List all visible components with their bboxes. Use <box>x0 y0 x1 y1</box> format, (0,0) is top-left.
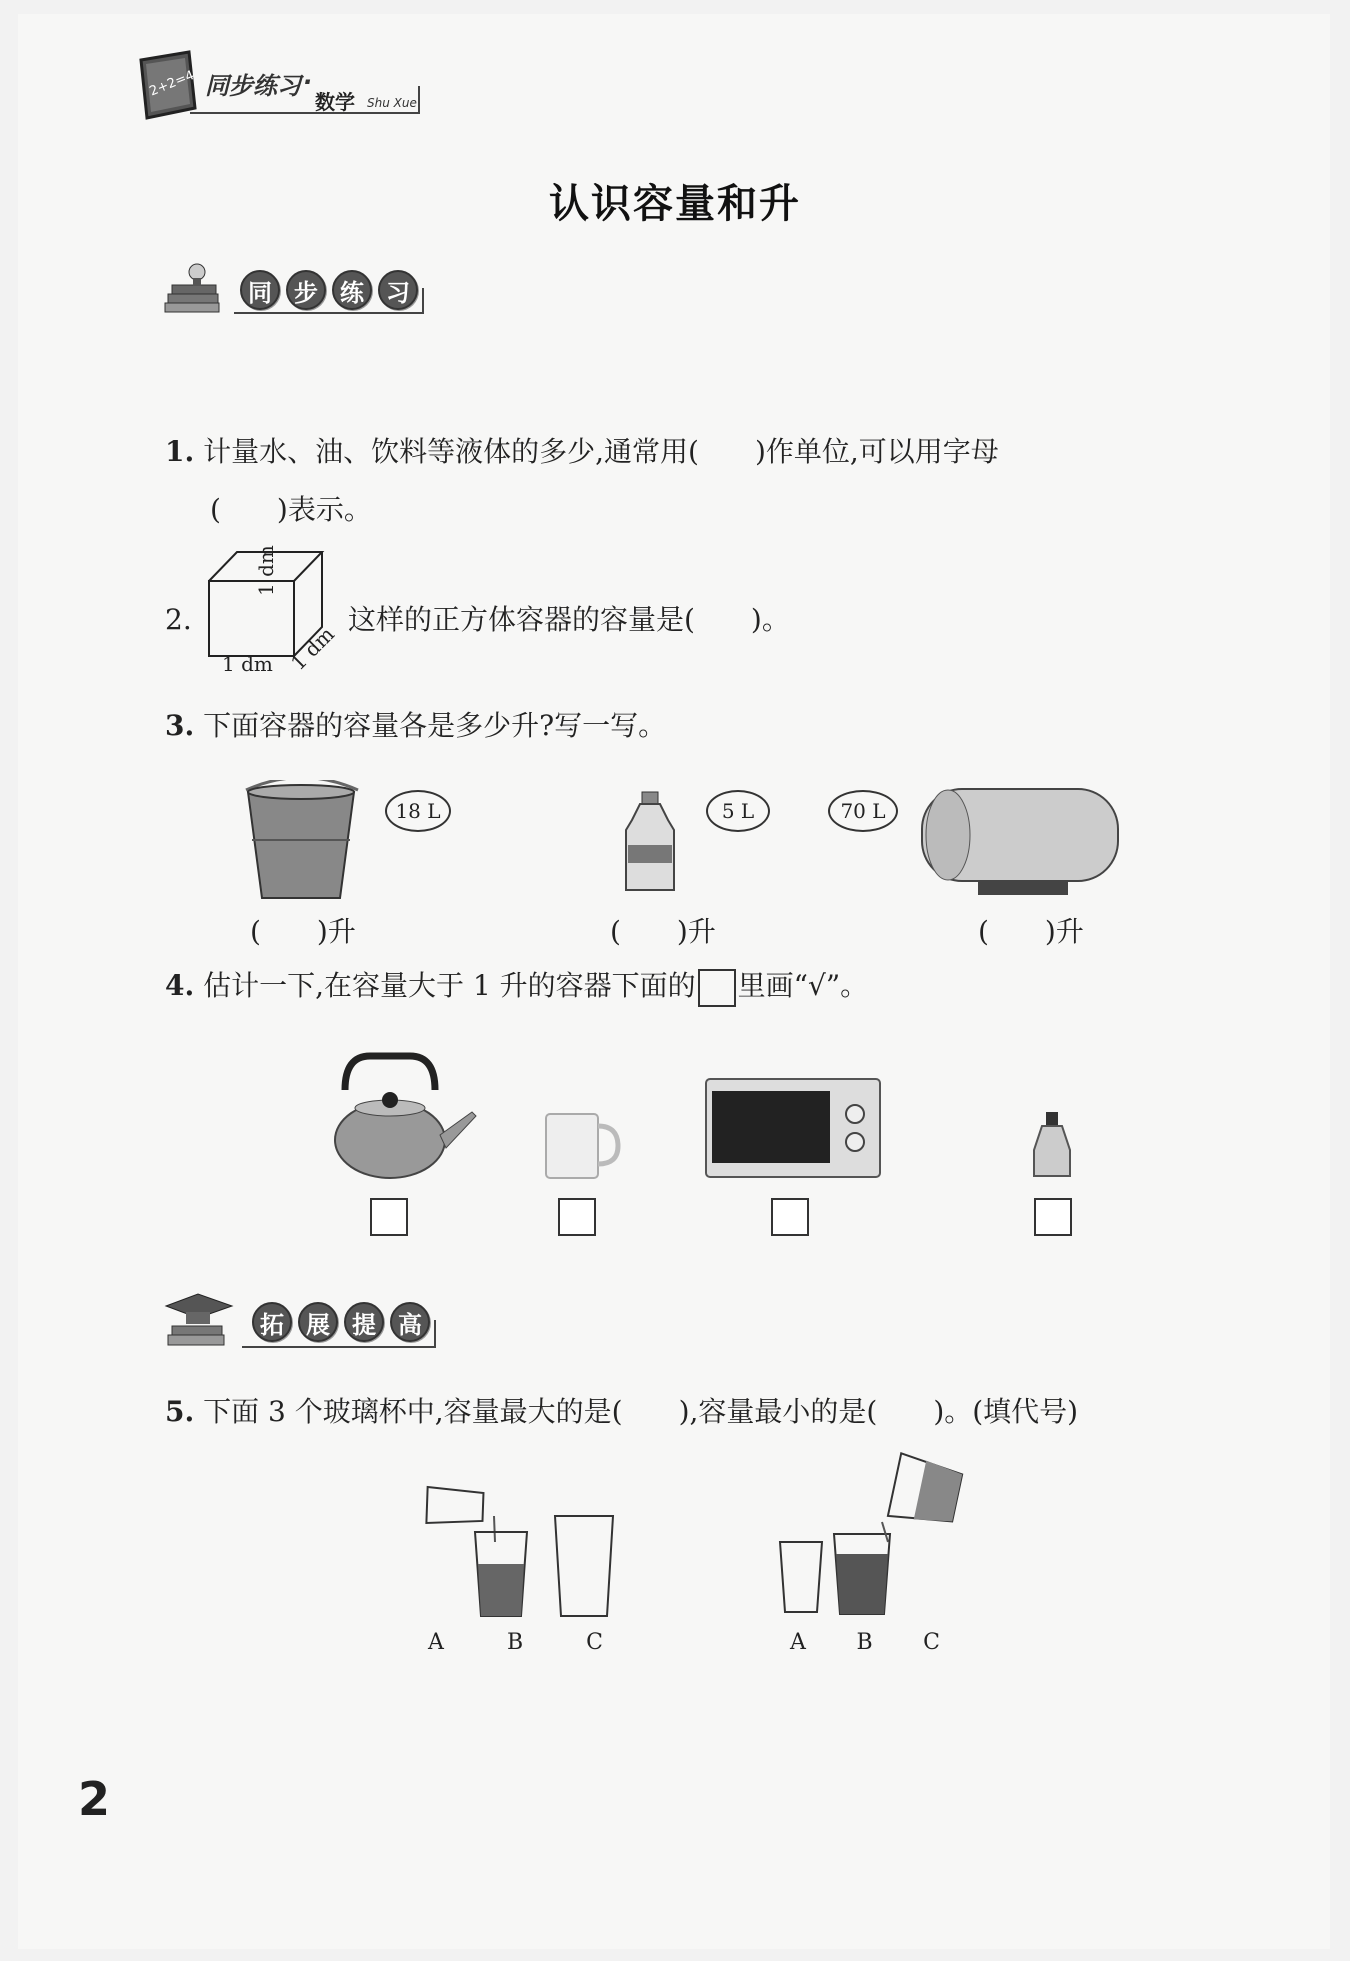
question-2-text: 这样的正方体容器的容量是( )。 <box>348 603 790 636</box>
practice-badge-1: 同 <box>240 270 280 310</box>
chalkboard-text: 2+2=4 <box>147 68 197 100</box>
group-1-label-b: B <box>506 1630 524 1655</box>
section-extension <box>162 1290 442 1354</box>
subject-pinyin: Shu Xue <box>367 96 417 110</box>
group-2-label-c: C <box>923 1630 940 1655</box>
header-rule <box>190 112 420 114</box>
header-rule-end <box>418 86 420 113</box>
heater-capacity-label: 70 L <box>840 799 886 823</box>
microwave-image <box>703 1076 883 1184</box>
microwave-checkbox[interactable] <box>771 1198 809 1236</box>
practice-badge-4: 习 <box>378 270 418 310</box>
cube-height-label: 1 dm <box>254 545 278 596</box>
question-1-line1 <box>165 432 999 472</box>
extension-badge-1: 拓 <box>252 1302 292 1342</box>
water-heater-image <box>918 785 1123 905</box>
jug-answer: ( )升 <box>610 915 716 948</box>
jug-capacity-bubble <box>706 790 770 832</box>
perfume-bottle-image <box>1030 1110 1074 1182</box>
question-2-number: 2. <box>165 603 192 636</box>
practice-badges <box>240 270 418 310</box>
perfume-checkbox[interactable] <box>1034 1198 1072 1236</box>
books-lamp-icon <box>162 260 232 320</box>
bucket-capacity-label: 18 L <box>395 799 441 823</box>
chalkboard-icon <box>135 50 197 122</box>
group-1-labels <box>428 1630 603 1655</box>
practice-rule <box>234 312 424 314</box>
question-5-line <box>165 1392 1078 1432</box>
section-practice <box>162 260 432 320</box>
bucket-capacity-bubble <box>385 790 451 832</box>
cube-width-label: 1 dm <box>222 652 273 676</box>
heater-answer: ( )升 <box>978 915 1084 948</box>
extension-badge-4: 高 <box>390 1302 430 1342</box>
question-4-line <box>165 966 868 1007</box>
question-5-text: 下面 3 个玻璃杯中,容量最大的是( ),容量最小的是( )。(填代号) <box>203 1395 1079 1428</box>
books-cap-icon <box>162 1290 236 1354</box>
practice-rule-end <box>422 288 424 313</box>
glasses-group-1 <box>415 1470 620 1630</box>
question-1-line2: ( )表示。 <box>210 493 372 526</box>
extension-rule <box>242 1346 436 1348</box>
mug-checkbox[interactable] <box>558 1198 596 1236</box>
question-4-text-after: 里画“√”。 <box>737 969 869 1002</box>
water-jug-image <box>620 790 680 895</box>
page-number: 2 <box>78 1772 111 1826</box>
question-4-text-before: 估计一下,在容量大于 1 升的容器下面的 <box>203 969 696 1002</box>
jug-capacity-label: 5 L <box>721 799 755 823</box>
group-2-label-a: A <box>790 1630 806 1655</box>
extension-rule-end <box>434 1320 436 1347</box>
practice-badge-3: 练 <box>332 270 372 310</box>
extension-badge-2: 展 <box>298 1302 338 1342</box>
group-2-labels <box>790 1630 940 1655</box>
question-4-number: 4. <box>165 969 195 1002</box>
extension-badges <box>252 1302 430 1342</box>
mug-image <box>542 1110 622 1182</box>
extension-badge-3: 提 <box>344 1302 384 1342</box>
heater-capacity-bubble <box>828 790 898 832</box>
series-title: 同步练习 <box>205 72 301 100</box>
question-5-number: 5. <box>165 1395 195 1428</box>
question-1-text: 计量水、油、饮料等液体的多少,通常用( )作单位,可以用字母 <box>203 435 999 468</box>
page-title: 认识容量和升 <box>549 180 801 227</box>
practice-badge-2: 步 <box>286 270 326 310</box>
group-1-label-a: A <box>428 1630 444 1655</box>
group-2-label-b: B <box>856 1630 873 1655</box>
question-3-number: 3. <box>165 709 195 742</box>
header <box>135 50 420 125</box>
cube-depth-label: 1 dm <box>286 622 339 675</box>
glasses-group-2 <box>770 1450 980 1630</box>
group-1-label-c: C <box>586 1630 603 1655</box>
bucket-image <box>240 780 365 905</box>
header-dot: · <box>303 68 313 96</box>
question-3-line <box>165 706 666 746</box>
kettle-image <box>330 1050 480 1180</box>
question-1-number: 1. <box>165 435 195 468</box>
question-3-text: 下面容器的容量各是多少升?写一写。 <box>203 709 667 742</box>
inline-box-icon <box>698 969 736 1007</box>
bucket-answer: ( )升 <box>250 915 356 948</box>
subject-label: 数学 <box>315 90 355 114</box>
kettle-checkbox[interactable] <box>370 1198 408 1236</box>
